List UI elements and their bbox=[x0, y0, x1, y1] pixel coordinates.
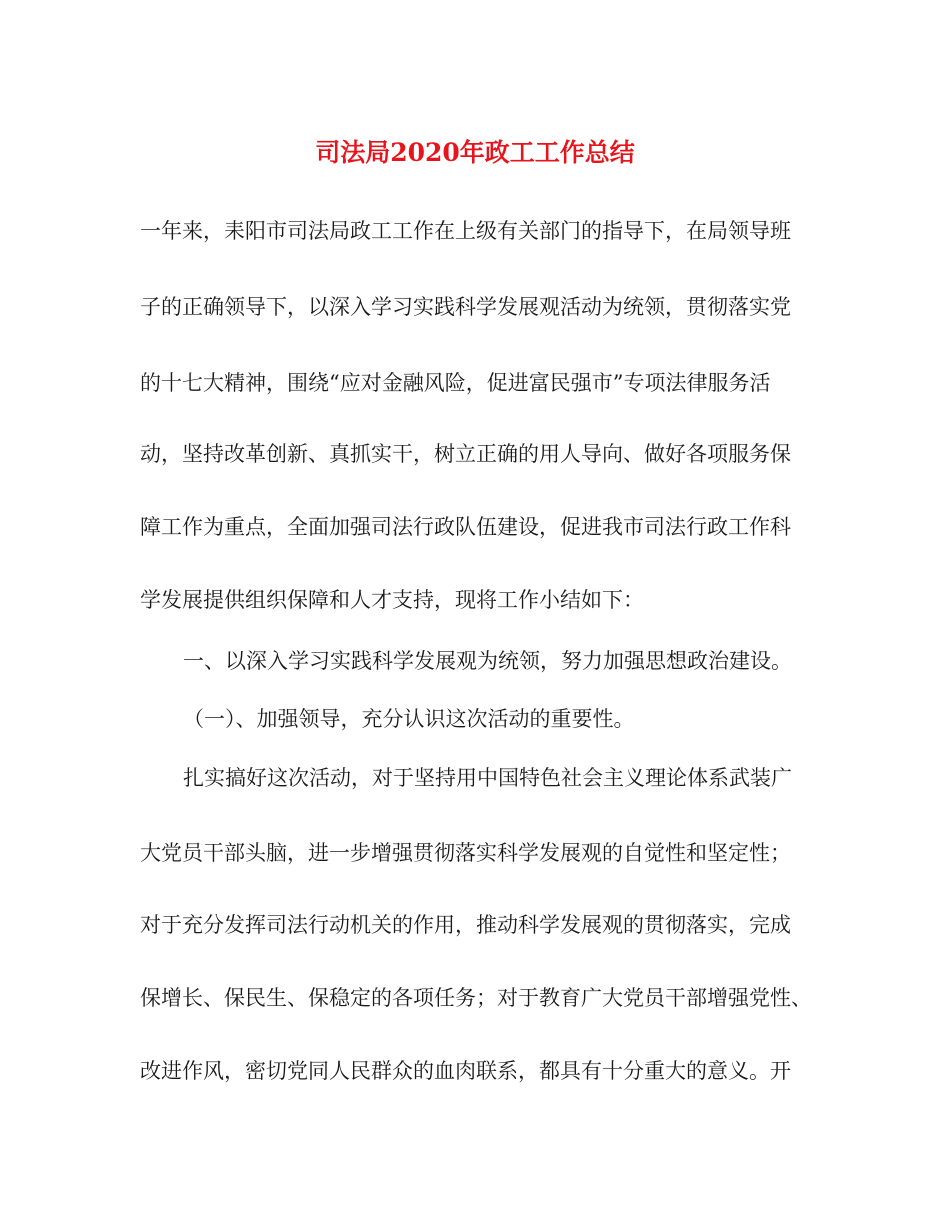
paragraph-line: 扎实搞好这次活动，对于坚持用中国特色社会主义理论体系武装广 bbox=[183, 766, 792, 790]
paragraph-line: 保增长、保民生、保稳定的各项任务；对于教育广大党员干部增强党性、 bbox=[140, 986, 812, 1010]
paragraph-line: 障工作为重点，全面加强司法行政队伍建设，促进我市司法行政工作科 bbox=[140, 515, 791, 539]
document-title: 司法局2020年政工工作总结 bbox=[315, 138, 635, 167]
paragraph-line: 一年来，耒阳市司法局政工工作在上级有关部门的指导下，在局领导班 bbox=[140, 219, 791, 243]
subsection-heading: （一）、加强领导，充分认识这次活动的重要性。 bbox=[183, 707, 635, 731]
paragraph-line: 学发展提供组织保障和人才支持，现将工作小结如下： bbox=[140, 588, 644, 612]
paragraph-line: 大党员干部头脑，进一步增强贯彻落实科学发展观的自觉性和坚定性； bbox=[140, 841, 791, 865]
paragraph-line: 的十七大精神，围绕“应对金融风险，促进富民强市”专项法律服务活 bbox=[140, 371, 771, 395]
paragraph-line: 改进作风，密切党同人民群众的血肉联系，都具有十分重大的意义。开 bbox=[140, 1059, 791, 1083]
section-heading: 一、以深入学习实践科学发展观为统领，努力加强思想政治建设。 bbox=[183, 649, 792, 673]
paragraph-line: 子的正确领导下，以深入学习实践科学发展观活动为统领，贯彻落实党 bbox=[140, 295, 791, 319]
paragraph-line: 动，坚持改革创新、真抓实干，树立正确的用人导向、做好各项服务保 bbox=[140, 442, 791, 466]
paragraph-line: 对于充分发挥司法行动机关的作用，推动科学发展观的贯彻落实，完成 bbox=[140, 913, 791, 937]
